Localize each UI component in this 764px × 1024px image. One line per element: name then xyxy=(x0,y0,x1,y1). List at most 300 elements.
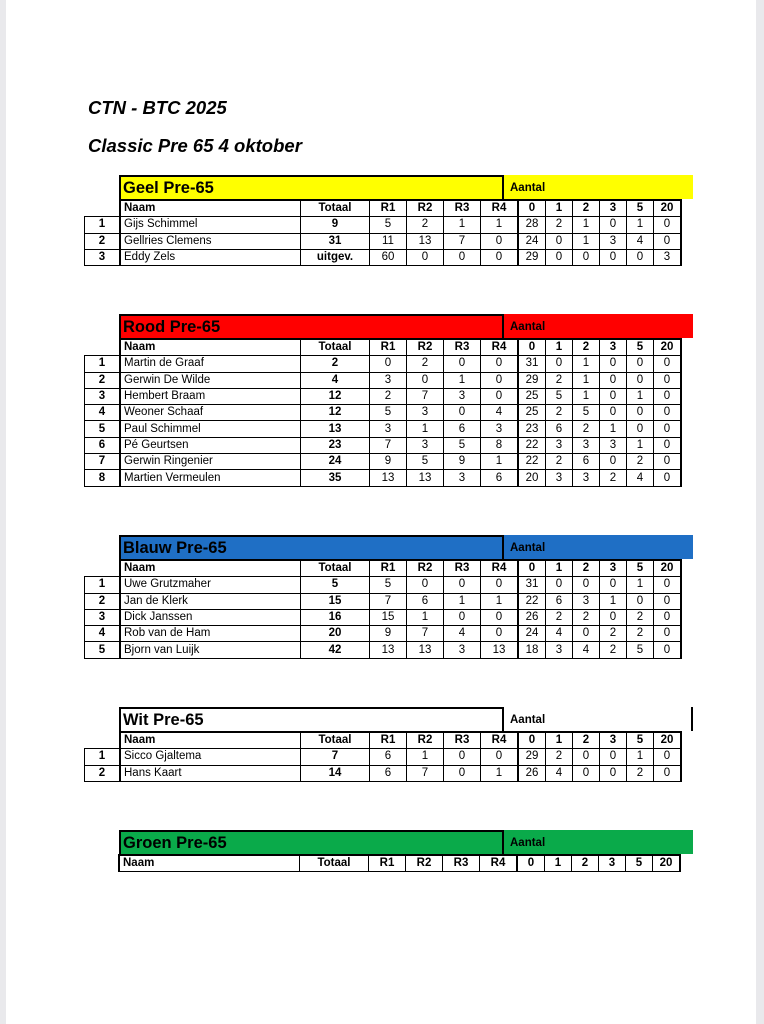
r1-cell: 15 xyxy=(370,609,407,625)
aantal-3-cell: 2 xyxy=(600,626,627,642)
aantal-20-header: 20 xyxy=(654,200,682,217)
r4-cell: 0 xyxy=(481,233,519,249)
aantal-3-cell: 0 xyxy=(600,249,627,265)
aantal-0-cell: 25 xyxy=(518,388,546,404)
aantal-1-cell: 2 xyxy=(546,609,573,625)
rank-cell: 2 xyxy=(85,765,121,781)
aantal-20-cell: 0 xyxy=(654,470,682,486)
total-cell: 23 xyxy=(301,437,370,453)
aantal-5-header: 5 xyxy=(627,339,654,356)
r3-cell: 1 xyxy=(444,593,481,609)
r2-header: R2 xyxy=(407,200,444,217)
class-band xyxy=(119,175,694,199)
table-row xyxy=(85,437,682,453)
class-blauw xyxy=(84,535,694,659)
class-name: Wit Pre-65 xyxy=(119,707,504,731)
total-cell: 35 xyxy=(301,470,370,486)
rank-cell: 3 xyxy=(85,609,121,625)
r4-cell: 1 xyxy=(481,593,519,609)
aantal-5-cell: 5 xyxy=(627,642,654,658)
results-table xyxy=(84,199,682,266)
total-cell: 31 xyxy=(301,233,370,249)
aantal-0-cell: 31 xyxy=(518,356,546,372)
aantal-3-cell: 2 xyxy=(600,470,627,486)
rank-cell: 4 xyxy=(85,405,121,421)
naam-header: Naam xyxy=(120,339,301,356)
r1-cell: 6 xyxy=(370,749,407,765)
table-row xyxy=(85,249,682,265)
r4-cell: 1 xyxy=(481,765,519,781)
name-cell: Sicco Gjaltema xyxy=(120,749,301,765)
rank-header xyxy=(84,855,119,872)
aantal-0-cell: 26 xyxy=(518,765,546,781)
aantal-20-header: 20 xyxy=(653,855,681,872)
r1-cell: 6 xyxy=(370,765,407,781)
aantal-label: Aantal xyxy=(510,837,546,849)
aantal-0-cell: 29 xyxy=(518,749,546,765)
aantal-5-cell: 2 xyxy=(627,765,654,781)
header-row xyxy=(85,732,682,749)
aantal-5-cell: 1 xyxy=(627,437,654,453)
aantal-1-cell: 2 xyxy=(546,454,573,470)
r2-cell: 5 xyxy=(407,454,444,470)
total-cell: 13 xyxy=(301,421,370,437)
rank-cell: 3 xyxy=(85,388,121,404)
table-row xyxy=(85,217,682,233)
aantal-2-cell: 1 xyxy=(573,356,600,372)
class-wit xyxy=(84,707,694,782)
r3-cell: 0 xyxy=(444,749,481,765)
aantal-0-header: 0 xyxy=(518,200,546,217)
aantal-5-cell: 4 xyxy=(627,233,654,249)
aantal-3-cell: 2 xyxy=(600,642,627,658)
r4-cell: 0 xyxy=(481,356,519,372)
r2-cell: 2 xyxy=(407,217,444,233)
r3-cell: 0 xyxy=(444,249,481,265)
r4-cell: 0 xyxy=(481,388,519,404)
class-name: Blauw Pre-65 xyxy=(119,535,504,559)
aantal-2-cell: 1 xyxy=(573,388,600,404)
name-cell: Hembert Braam xyxy=(120,388,301,404)
table-row xyxy=(85,356,682,372)
aantal-0-header: 0 xyxy=(517,855,545,872)
aantal-0-cell: 26 xyxy=(518,609,546,625)
r4-cell: 1 xyxy=(481,454,519,470)
aantal-5-header: 5 xyxy=(627,560,654,577)
r1-cell: 5 xyxy=(370,577,407,593)
aantal-20-cell: 0 xyxy=(654,388,682,404)
aantal-0-header: 0 xyxy=(518,560,546,577)
r3-cell: 3 xyxy=(444,642,481,658)
r2-header: R2 xyxy=(407,732,444,749)
totaal-header: Totaal xyxy=(300,855,369,872)
name-cell: Dick Janssen xyxy=(120,609,301,625)
aantal-1-cell: 3 xyxy=(546,470,573,486)
aantal-20-header: 20 xyxy=(654,732,682,749)
table-row xyxy=(85,405,682,421)
r4-header: R4 xyxy=(481,560,519,577)
r2-cell: 3 xyxy=(407,405,444,421)
table-row xyxy=(85,626,682,642)
aantal-1-cell: 2 xyxy=(546,749,573,765)
name-cell: Weoner Schaaf xyxy=(120,405,301,421)
total-cell: 16 xyxy=(301,609,370,625)
aantal-1-cell: 2 xyxy=(546,217,573,233)
aantal-2-cell: 3 xyxy=(573,437,600,453)
r1-cell: 2 xyxy=(370,388,407,404)
aantal-1-cell: 4 xyxy=(546,765,573,781)
total-cell: 15 xyxy=(301,593,370,609)
class-name: Groen Pre-65 xyxy=(119,830,504,854)
aantal-2-cell: 0 xyxy=(573,626,600,642)
r2-cell: 7 xyxy=(407,626,444,642)
rank-cell: 4 xyxy=(85,626,121,642)
totaal-header: Totaal xyxy=(301,200,370,217)
r2-cell: 7 xyxy=(407,765,444,781)
aantal-3-cell: 0 xyxy=(600,356,627,372)
aantal-1-header: 1 xyxy=(545,855,572,872)
aantal-2-cell: 0 xyxy=(573,249,600,265)
aantal-5-cell: 1 xyxy=(627,388,654,404)
aantal-1-header: 1 xyxy=(546,560,573,577)
aantal-3-header: 3 xyxy=(600,732,627,749)
r1-cell: 11 xyxy=(370,233,407,249)
r2-header: R2 xyxy=(407,560,444,577)
aantal-1-cell: 2 xyxy=(546,405,573,421)
total-cell: 5 xyxy=(301,577,370,593)
aantal-0-cell: 22 xyxy=(518,593,546,609)
r1-cell: 7 xyxy=(370,437,407,453)
aantal-2-header: 2 xyxy=(573,560,600,577)
r1-cell: 9 xyxy=(370,454,407,470)
name-cell: Rob van de Ham xyxy=(120,626,301,642)
r2-cell: 1 xyxy=(407,421,444,437)
aantal-5-cell: 0 xyxy=(627,405,654,421)
r2-header: R2 xyxy=(406,855,443,872)
aantal-3-cell: 0 xyxy=(600,405,627,421)
aantal-2-cell: 2 xyxy=(573,421,600,437)
table-row xyxy=(85,642,682,658)
aantal-label: Aantal xyxy=(510,321,546,333)
aantal-3-cell: 0 xyxy=(600,749,627,765)
naam-header: Naam xyxy=(120,200,301,217)
aantal-20-cell: 0 xyxy=(654,405,682,421)
aantal-3-cell: 0 xyxy=(600,388,627,404)
r2-cell: 13 xyxy=(407,470,444,486)
aantal-1-cell: 6 xyxy=(546,593,573,609)
aantal-3-header: 3 xyxy=(600,200,627,217)
aantal-2-cell: 3 xyxy=(573,593,600,609)
aantal-label: Aantal xyxy=(510,542,546,554)
aantal-0-cell: 22 xyxy=(518,437,546,453)
aantal-3-cell: 3 xyxy=(600,233,627,249)
header-row xyxy=(85,560,682,577)
aantal-0-cell: 25 xyxy=(518,405,546,421)
name-cell: Gijs Schimmel xyxy=(120,217,301,233)
r3-cell: 1 xyxy=(444,217,481,233)
r3-cell: 3 xyxy=(444,470,481,486)
class-band xyxy=(119,535,694,559)
r2-header: R2 xyxy=(407,339,444,356)
r1-cell: 3 xyxy=(370,421,407,437)
aantal-5-header: 5 xyxy=(626,855,653,872)
page-subtitle: Classic Pre 65 4 oktober xyxy=(88,135,302,156)
aantal-1-cell: 0 xyxy=(546,356,573,372)
totaal-header: Totaal xyxy=(301,560,370,577)
aantal-20-cell: 0 xyxy=(654,233,682,249)
table-row xyxy=(85,749,682,765)
aantal-20-cell: 0 xyxy=(654,642,682,658)
r4-cell: 4 xyxy=(481,405,519,421)
r2-cell: 13 xyxy=(407,642,444,658)
aantal-label: Aantal xyxy=(510,714,546,726)
r3-cell: 3 xyxy=(444,388,481,404)
aantal-20-header: 20 xyxy=(654,560,682,577)
aantal-0-cell: 22 xyxy=(518,454,546,470)
rank-header xyxy=(85,560,121,577)
r2-cell: 13 xyxy=(407,233,444,249)
aantal-0-cell: 24 xyxy=(518,233,546,249)
table-row xyxy=(85,233,682,249)
aantal-1-cell: 0 xyxy=(546,577,573,593)
rank-cell: 7 xyxy=(85,454,121,470)
r4-cell: 0 xyxy=(481,372,519,388)
r4-cell: 3 xyxy=(481,421,519,437)
aantal-2-cell: 3 xyxy=(573,470,600,486)
aantal-2-cell: 6 xyxy=(573,454,600,470)
results-table xyxy=(84,338,682,487)
name-cell: Gellries Clemens xyxy=(120,233,301,249)
aantal-3-cell: 0 xyxy=(600,765,627,781)
r3-cell: 0 xyxy=(444,577,481,593)
header-row xyxy=(85,339,682,356)
total-cell: 42 xyxy=(301,642,370,658)
aantal-2-header: 2 xyxy=(572,855,599,872)
r2-cell: 0 xyxy=(407,372,444,388)
table-row xyxy=(85,388,682,404)
aantal-3-cell: 0 xyxy=(600,609,627,625)
r3-cell: 0 xyxy=(444,356,481,372)
aantal-label: Aantal xyxy=(510,182,546,194)
class-band xyxy=(119,314,694,338)
aantal-0-cell: 28 xyxy=(518,217,546,233)
aantal-0-cell: 29 xyxy=(518,249,546,265)
rank-cell: 2 xyxy=(85,593,121,609)
r1-header: R1 xyxy=(370,339,407,356)
aantal-1-cell: 6 xyxy=(546,421,573,437)
aantal-3-cell: 0 xyxy=(600,372,627,388)
aantal-1-cell: 0 xyxy=(546,233,573,249)
rank-cell: 5 xyxy=(85,421,121,437)
aantal-2-cell: 4 xyxy=(573,642,600,658)
r4-cell: 6 xyxy=(481,470,519,486)
aantal-5-cell: 0 xyxy=(627,421,654,437)
r2-cell: 0 xyxy=(407,577,444,593)
r1-cell: 13 xyxy=(370,642,407,658)
results-table xyxy=(84,559,682,659)
r4-cell: 0 xyxy=(481,749,519,765)
table-row xyxy=(85,577,682,593)
aantal-5-cell: 0 xyxy=(627,356,654,372)
r1-cell: 13 xyxy=(370,470,407,486)
rank-cell: 8 xyxy=(85,470,121,486)
total-cell: 12 xyxy=(301,388,370,404)
r2-cell: 1 xyxy=(407,749,444,765)
name-cell: Hans Kaart xyxy=(120,765,301,781)
rank-header xyxy=(85,200,121,217)
total-cell: 7 xyxy=(301,749,370,765)
r3-cell: 0 xyxy=(444,405,481,421)
aantal-5-cell: 2 xyxy=(627,609,654,625)
aantal-0-cell: 18 xyxy=(518,642,546,658)
aantal-20-cell: 0 xyxy=(654,454,682,470)
table-row xyxy=(85,609,682,625)
results-table xyxy=(84,854,681,872)
aantal-2-cell: 2 xyxy=(573,609,600,625)
rank-cell: 1 xyxy=(85,577,121,593)
r3-header: R3 xyxy=(444,560,481,577)
aantal-2-header: 2 xyxy=(573,200,600,217)
naam-header: Naam xyxy=(119,855,300,872)
table-row xyxy=(85,454,682,470)
rank-cell: 1 xyxy=(85,356,121,372)
total-cell: uitgev. xyxy=(301,249,370,265)
total-cell: 9 xyxy=(301,217,370,233)
aantal-3-cell: 0 xyxy=(600,217,627,233)
r2-cell: 2 xyxy=(407,356,444,372)
naam-header: Naam xyxy=(120,732,301,749)
aantal-2-header: 2 xyxy=(573,339,600,356)
name-cell: Uwe Grutzmaher xyxy=(120,577,301,593)
total-cell: 24 xyxy=(301,454,370,470)
rank-cell: 5 xyxy=(85,642,121,658)
total-cell: 2 xyxy=(301,356,370,372)
class-groen xyxy=(84,830,694,872)
r3-cell: 6 xyxy=(444,421,481,437)
class-band xyxy=(119,707,694,731)
aantal-20-cell: 0 xyxy=(654,577,682,593)
rank-cell: 1 xyxy=(85,749,121,765)
results-table xyxy=(84,731,682,782)
aantal-3-cell: 3 xyxy=(600,437,627,453)
r4-header: R4 xyxy=(480,855,518,872)
class-name: Rood Pre-65 xyxy=(119,314,504,338)
r2-cell: 1 xyxy=(407,609,444,625)
aantal-1-header: 1 xyxy=(546,200,573,217)
totaal-header: Totaal xyxy=(301,732,370,749)
name-cell: Bjorn van Luijk xyxy=(120,642,301,658)
aantal-0-cell: 31 xyxy=(518,577,546,593)
total-cell: 4 xyxy=(301,372,370,388)
table-row xyxy=(85,421,682,437)
naam-header: Naam xyxy=(120,560,301,577)
r1-cell: 7 xyxy=(370,593,407,609)
r3-header: R3 xyxy=(444,200,481,217)
name-cell: Gerwin Ringenier xyxy=(120,454,301,470)
aantal-5-cell: 2 xyxy=(627,454,654,470)
aantal-1-cell: 4 xyxy=(546,626,573,642)
aantal-1-cell: 2 xyxy=(546,372,573,388)
r1-header: R1 xyxy=(370,560,407,577)
aantal-1-header: 1 xyxy=(546,339,573,356)
r3-header: R3 xyxy=(444,732,481,749)
r3-cell: 0 xyxy=(444,765,481,781)
r1-header: R1 xyxy=(370,200,407,217)
aantal-5-cell: 2 xyxy=(627,626,654,642)
table-row xyxy=(85,470,682,486)
r3-cell: 7 xyxy=(444,233,481,249)
r4-cell: 1 xyxy=(481,217,519,233)
r2-cell: 3 xyxy=(407,437,444,453)
name-cell: Gerwin De Wilde xyxy=(120,372,301,388)
table-row xyxy=(85,593,682,609)
r4-cell: 8 xyxy=(481,437,519,453)
aantal-2-cell: 0 xyxy=(573,749,600,765)
r1-header: R1 xyxy=(369,855,406,872)
aantal-2-cell: 0 xyxy=(573,577,600,593)
aantal-5-cell: 1 xyxy=(627,577,654,593)
aantal-5-cell: 1 xyxy=(627,217,654,233)
r1-cell: 5 xyxy=(370,405,407,421)
r4-header: R4 xyxy=(481,200,519,217)
aantal-3-cell: 0 xyxy=(600,454,627,470)
aantal-1-cell: 5 xyxy=(546,388,573,404)
aantal-20-cell: 0 xyxy=(654,421,682,437)
aantal-1-cell: 0 xyxy=(546,249,573,265)
r1-cell: 9 xyxy=(370,626,407,642)
total-cell: 20 xyxy=(301,626,370,642)
r4-header: R4 xyxy=(481,732,519,749)
r1-cell: 3 xyxy=(370,372,407,388)
name-cell: Pé Geurtsen xyxy=(120,437,301,453)
r1-cell: 0 xyxy=(370,356,407,372)
aantal-1-header: 1 xyxy=(546,732,573,749)
r3-cell: 9 xyxy=(444,454,481,470)
aantal-2-cell: 5 xyxy=(573,405,600,421)
aantal-5-cell: 0 xyxy=(627,249,654,265)
total-cell: 12 xyxy=(301,405,370,421)
rank-cell: 6 xyxy=(85,437,121,453)
r3-cell: 1 xyxy=(444,372,481,388)
aantal-1-cell: 3 xyxy=(546,437,573,453)
class-geel xyxy=(84,175,694,266)
aantal-5-header: 5 xyxy=(627,200,654,217)
r3-cell: 4 xyxy=(444,626,481,642)
r1-cell: 60 xyxy=(370,249,407,265)
rank-cell: 1 xyxy=(85,217,121,233)
aantal-20-cell: 0 xyxy=(654,749,682,765)
table-row xyxy=(85,765,682,781)
aantal-20-cell: 0 xyxy=(654,626,682,642)
table-row xyxy=(85,372,682,388)
aantal-1-cell: 3 xyxy=(546,642,573,658)
aantal-3-cell: 1 xyxy=(600,593,627,609)
header-row xyxy=(85,200,682,217)
aantal-0-cell: 24 xyxy=(518,626,546,642)
page-title: CTN - BTC 2025 xyxy=(88,97,227,118)
name-cell: Jan de Klerk xyxy=(120,593,301,609)
aantal-20-cell: 0 xyxy=(654,765,682,781)
aantal-0-header: 0 xyxy=(518,732,546,749)
rank-cell: 2 xyxy=(85,372,121,388)
totaal-header: Totaal xyxy=(301,339,370,356)
rank-header xyxy=(85,339,121,356)
class-rood xyxy=(84,314,694,487)
class-name: Geel Pre-65 xyxy=(119,175,504,199)
r4-cell: 13 xyxy=(481,642,519,658)
rank-header xyxy=(85,732,121,749)
r4-header: R4 xyxy=(481,339,519,356)
